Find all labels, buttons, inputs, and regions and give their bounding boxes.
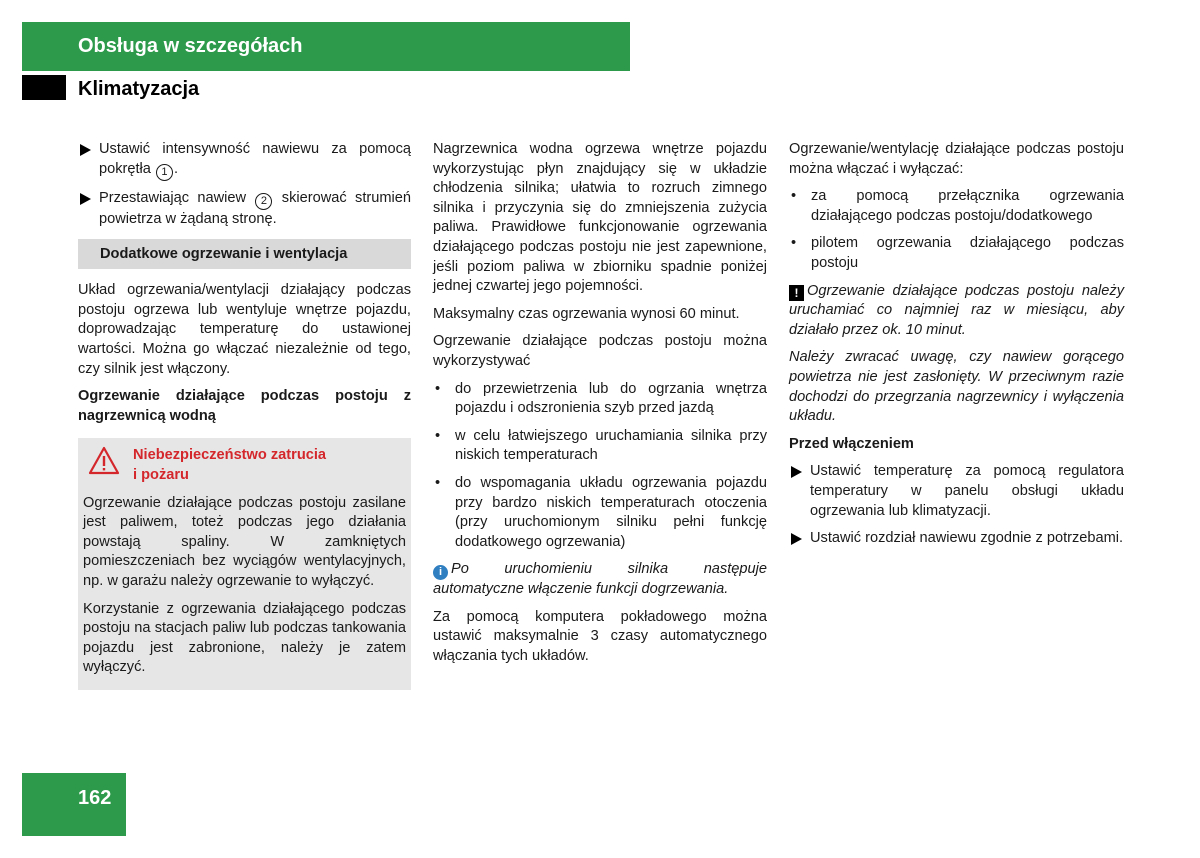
paragraph: Ogrzewanie/wentylację działające podczas postoju można włączać i wyłączać: [789,141,1124,177]
paragraph: Ogrzewanie działające podczas postoju można wykorzystywać [433,333,767,369]
subheading: Ogrzewanie działające podczas postoju z nagrzewnicą wodną [78,388,411,424]
list-item: • w celu łatwiejszego uruchamiania silnika przy niskich temperaturach [435,427,767,464]
info-note: i Po uruchomieniu silnika następuje automatyczne włączenie funkcji dogrzewania. [433,561,767,598]
column-middle [433,140,767,675]
subsection-marker [22,75,66,100]
page-number-box [22,773,126,836]
warning-box [78,438,411,690]
step-item: Przestawiając nawiew 2 skierować strumień powietrza w żądaną stronę. [78,189,411,230]
paragraph: Maksymalny czas ogrzewania wynosi 60 minut. [433,305,740,322]
arrow-icon [791,533,802,545]
callout-number: 1 [156,164,173,181]
list-item: • pilotem ogrzewania działającego podczas postoju [791,235,1124,271]
intro-paragraph: Układ ogrzewania/wentylacji działający podczas postoju ogrzewa lub wentyluje wnętrze pojazdu, doprowadzając temperaturę do ustawionej wartości. Można go włączać niezależnie od tego, czy silnik jest włączony. [78,282,411,377]
list-item: • do wspomagania układu ogrzewania pojazdu przy bardzo niskich temperaturach otoczenia (przy uruchomionym silniku pełni funkcję dodatkowego ogrzewania) [435,474,767,550]
step-item: Ustawić temperaturę za pomocą regulatora temperatury w panelu obsługi układu ogrzewania lub klimatyzacji. [789,462,1124,521]
paragraph: Nagrzewnica wodna ogrzewa wnętrze pojazdu wykorzystując płyn znajdujący się w układzie chłodzenia silnika; ułatwia to rozruch zimnego silnika i przyczynia się do zmniejszenia zużycia paliwa. Prawidłowe funkcjonowanie ogrzewania działającego podczas postoju nie jest zapewnione, jeśli poziom paliwa w zbiorniku spadnie poniżej jednej czwartej jego pojemności. [433,141,767,295]
warning-text: Ogrzewanie działające podczas postoju zasilane jest paliwem, toteż podczas jego działania powstają spaliny. W zamkniętych pomieszczeniach bez wyciągów wentylacyjnych, np. w garażu należy ogrzewanie to wyłączyć. [83,494,406,589]
warning-heading: Niebezpieczeństwo zatrucia i pożaru [83,446,406,485]
arrow-icon [791,466,802,478]
caution-note: ! Ogrzewanie działające podczas postoju należy uruchamiać co najmniej raz w miesiącu, aby działało przez ok. 10 minut. [789,282,1124,338]
list-item: • do przewietrzenia lub do ogrzania wnętrza pojazdu i odszronienia szyb przed jazdą [435,380,767,417]
arrow-icon [80,144,91,156]
section-header [22,22,630,71]
column-left [78,140,411,690]
list-item: • za pomocą przełącznika ogrzewania działającego podczas postoju/dodatkowego [791,188,1124,224]
exclamation-icon: ! [789,285,804,301]
page-number: 162 [78,787,112,809]
info-icon: i [433,565,448,580]
step-item: Ustawić intensywność nawiewu za pomocą pokrętła 1 . [78,140,411,181]
step-item: Ustawić rozdział nawiewu zgodnie z potrzebami. [789,529,1124,549]
section-title: Obsługa w szczegółach [78,35,303,57]
warning-triangle-icon [88,446,120,476]
italic-paragraph: Należy zwracać uwagę, czy nawiew gorącego powietrza nie jest zasłonięty. W przeciwnym razie dochodzi do przegrzania nagrzewnicy i wyłączenia układu. [789,349,1124,425]
column-right [789,140,1124,557]
section-heading-bar: Dodatkowe ogrzewanie i wentylacja [78,239,411,269]
callout-number: 2 [255,193,272,210]
subsection-title: Klimatyzacja [78,78,200,100]
paragraph: Za pomocą komputera pokładowego można ustawić maksymalnie 3 czasy automatycznego włączania tych układów. [433,608,767,665]
warning-text: Korzystanie z ogrzewania działającego podczas postoju na stacjach paliw lub podczas tankowania pojazdu jest zabronione, należy je zatem wyłączyć. [83,600,406,676]
subheading: Przed włączeniem [789,435,914,452]
arrow-icon [80,193,91,205]
